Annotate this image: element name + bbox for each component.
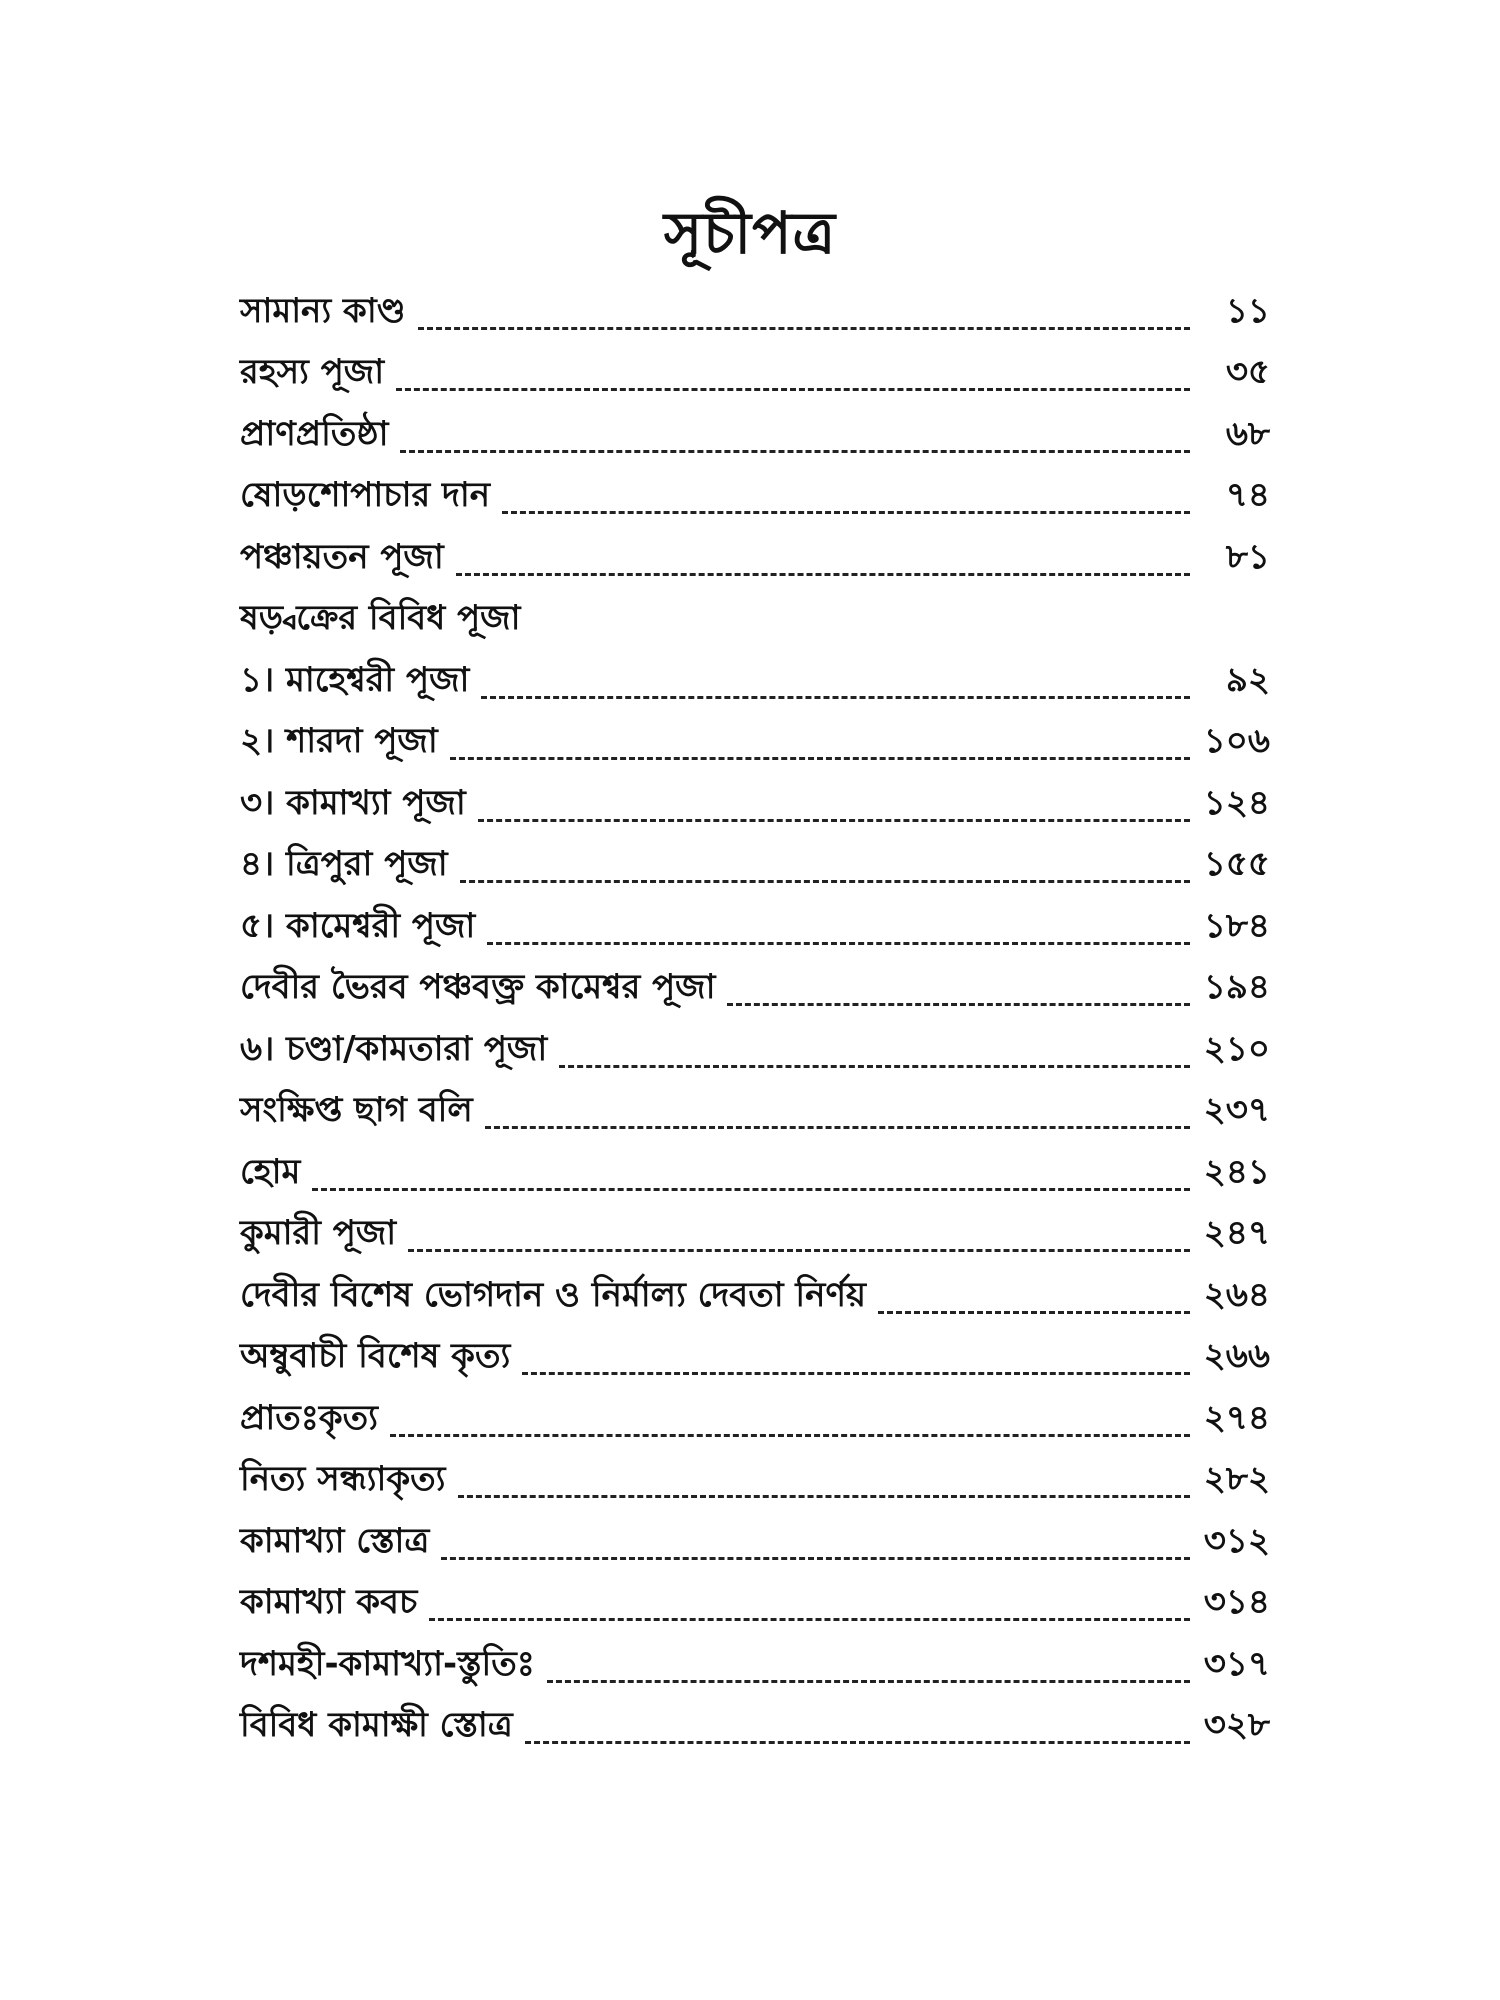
- toc-entry: [240, 1151, 1270, 1213]
- toc-page-number: ৯২: [1225, 659, 1270, 700]
- dotted-leader: [441, 1557, 1190, 1560]
- toc-entry: [240, 1336, 1270, 1398]
- page-title: সূচীপত্র: [663, 198, 837, 267]
- toc-entry-label: পঞ্চায়তন পূজা: [240, 536, 444, 577]
- dotted-leader: [481, 696, 1190, 699]
- toc-entry-label: দেবীর ভৈরব পঞ্চবক্ত্র কামেশ্বর পূজা: [240, 967, 716, 1007]
- toc-entry-label: দশমহী-কামাখ্যা-স্তুতিঃ: [240, 1643, 535, 1684]
- toc-page-number: ২৭৪: [1203, 1397, 1270, 1438]
- dotted-leader: [547, 1680, 1190, 1683]
- dotted-leader: [456, 573, 1190, 576]
- toc-entry-label: ৬। চণ্ডা/কামতারা পূজা: [240, 1028, 548, 1069]
- toc-entry: [240, 1213, 1270, 1275]
- toc-entry: [240, 1028, 1270, 1090]
- dotted-leader: [418, 327, 1190, 330]
- toc-entry: [240, 475, 1270, 537]
- toc-entry: [240, 844, 1270, 906]
- toc-page-number: ১২৪: [1203, 782, 1270, 823]
- toc-entry: [240, 1643, 1270, 1705]
- table-of-contents: [240, 290, 1270, 1766]
- toc-entry-label: প্রাণপ্রতিষ্ঠা: [240, 413, 389, 454]
- dotted-leader: [727, 1003, 1190, 1006]
- toc-page-number: ৭৪: [1225, 475, 1270, 515]
- toc-entry-label: সামান্য কাণ্ড: [240, 290, 406, 331]
- toc-page-number: ১৮৪: [1203, 905, 1270, 946]
- toc-entry: [240, 905, 1270, 967]
- dotted-leader: [390, 1434, 1190, 1437]
- toc-entry-label: ৩। কামাখ্যা পূজা: [240, 782, 466, 823]
- toc-entry-label: নিত্য সন্ধ্যাকৃত্য: [240, 1459, 446, 1499]
- toc-entry: [240, 1582, 1270, 1644]
- toc-page-number: ২৬৬: [1203, 1336, 1270, 1376]
- dotted-leader: [458, 1495, 1191, 1498]
- toc-entry-label: প্রাতঃকৃত্য: [240, 1397, 379, 1438]
- dotted-leader: [878, 1311, 1190, 1314]
- toc-entry: [240, 659, 1270, 721]
- toc-entry-label: দেবীর বিশেষ ভোগদান ও নির্মাল্য দেবতা নির্ণয়: [240, 1274, 867, 1315]
- toc-entry: [240, 721, 1270, 783]
- toc-section-heading: [240, 598, 1270, 660]
- toc-entry-label: ষড়্বক্রের বিবিধ পূজা: [240, 598, 521, 638]
- toc-page-number: ৩১৪: [1203, 1582, 1270, 1622]
- toc-entry-label: অম্বুবাচী বিশেষ কৃত্য: [240, 1336, 511, 1376]
- toc-entry-label: কুমারী পূজা: [240, 1213, 397, 1253]
- toc-entry-label: রহস্য পূজা: [240, 352, 385, 392]
- toc-entry-label: সংক্ষিপ্ত ছাগ বলি: [240, 1090, 473, 1130]
- toc-entry: [240, 1459, 1270, 1521]
- toc-entry-label: ২। শারদা পূজা: [240, 721, 438, 761]
- toc-entry-label: ৪। ত্রিপুরা পূজা: [240, 844, 448, 884]
- toc-entry: [240, 967, 1270, 1029]
- toc-page-number: ৩২৮: [1203, 1705, 1270, 1745]
- toc-page-number: ৩১২: [1203, 1520, 1270, 1561]
- toc-entry: [240, 1520, 1270, 1582]
- toc-page-number: ৮১: [1225, 536, 1270, 577]
- toc-entry: [240, 1090, 1270, 1152]
- toc-entry: [240, 1397, 1270, 1459]
- dotted-leader: [408, 1249, 1190, 1252]
- toc-page-number: ১৫৫: [1203, 844, 1270, 884]
- dotted-leader: [525, 1741, 1190, 1744]
- toc-entry-label: ষোড়শোপাচার দান: [240, 475, 491, 515]
- toc-entry: [240, 290, 1270, 352]
- dotted-leader: [396, 388, 1190, 391]
- toc-entry: [240, 782, 1270, 844]
- toc-page-number: ৩১৭: [1203, 1643, 1270, 1684]
- toc-entry-label: ১। মাহেশ্বরী পূজা: [240, 659, 470, 700]
- toc-entry-label: হোম: [240, 1151, 301, 1192]
- dotted-leader: [478, 819, 1190, 822]
- toc-page-number: ২৪১: [1203, 1151, 1270, 1192]
- dotted-leader: [312, 1188, 1190, 1191]
- dotted-leader: [400, 450, 1190, 453]
- toc-entry-label: ৫। কামেশ্বরী পূজা: [240, 905, 476, 946]
- toc-page-number: ২৪৭: [1203, 1213, 1270, 1253]
- toc-page-number: ৩৫: [1225, 352, 1270, 392]
- toc-page-number: ২৩৭: [1203, 1090, 1270, 1130]
- dotted-leader: [429, 1618, 1190, 1621]
- dotted-leader: [487, 942, 1190, 945]
- toc-entry: [240, 1705, 1270, 1767]
- toc-entry: [240, 536, 1270, 598]
- toc-page-number: ১০৬: [1203, 721, 1270, 761]
- toc-page-number: ১৯৪: [1203, 967, 1270, 1007]
- toc-page-number: ২৬৪: [1203, 1274, 1270, 1315]
- toc-entry: [240, 352, 1270, 414]
- dotted-leader: [559, 1065, 1190, 1068]
- toc-entry-label: বিবিধ কামাক্ষী স্তোত্র: [240, 1705, 513, 1745]
- dotted-leader: [522, 1372, 1190, 1375]
- toc-entry-label: কামাখ্যা কবচ: [240, 1582, 418, 1622]
- dotted-leader: [460, 880, 1190, 883]
- toc-page-number: ১১: [1225, 290, 1270, 331]
- toc-entry: [240, 413, 1270, 475]
- toc-page-number: ২১০: [1203, 1028, 1270, 1069]
- toc-entry: [240, 1274, 1270, 1336]
- toc-page-number: ৬৮: [1225, 413, 1270, 454]
- toc-entry-label: কামাখ্যা স্তোত্র: [240, 1520, 430, 1561]
- toc-page-number: ২৮২: [1203, 1459, 1270, 1499]
- dotted-leader: [450, 757, 1190, 760]
- dotted-leader: [485, 1126, 1190, 1129]
- dotted-leader: [502, 511, 1190, 514]
